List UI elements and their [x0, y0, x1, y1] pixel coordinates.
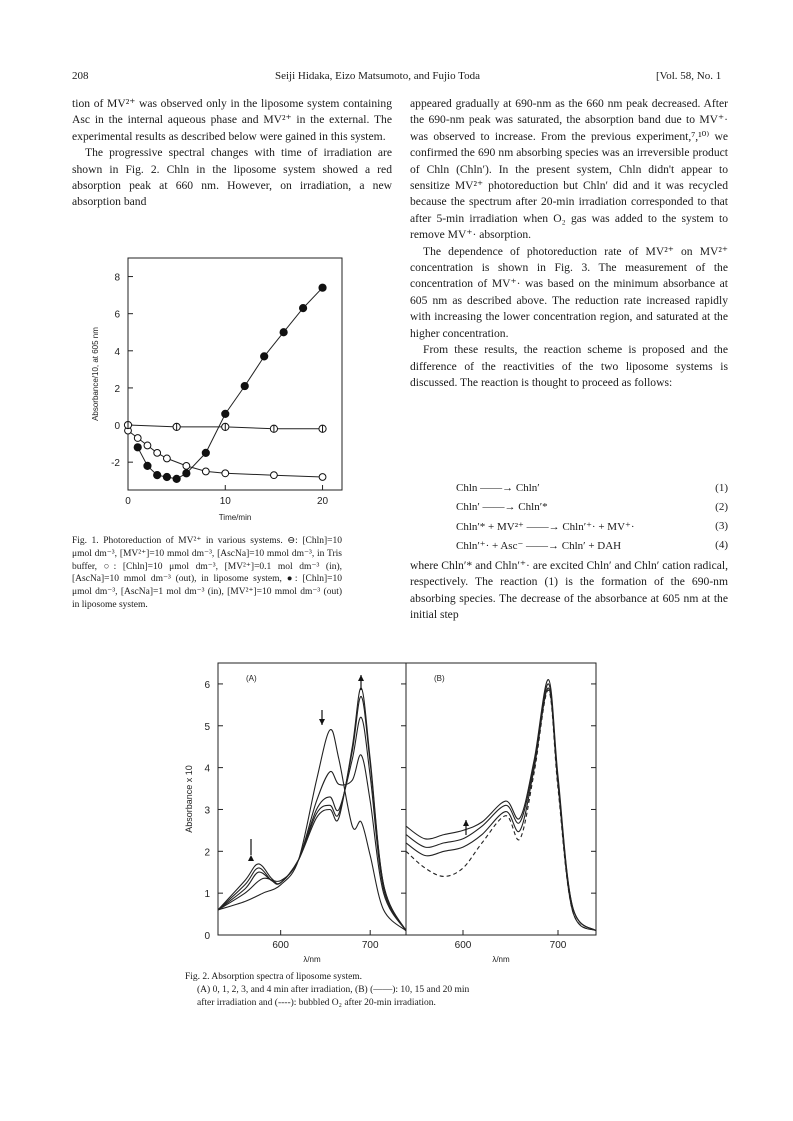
arrow-head	[358, 675, 364, 681]
panel-label: (B)	[434, 674, 445, 683]
running-head-volume: [Vol. 58, No. 1	[656, 70, 722, 82]
spectrum-line	[218, 730, 406, 931]
series-line	[138, 288, 323, 479]
spectrum-line	[218, 696, 406, 930]
y-tick-label: -2	[111, 458, 120, 470]
x-tick-label: 700	[361, 940, 379, 951]
data-point	[154, 472, 161, 479]
paragraph: The dependence of photoreduction rate of MV²⁺ on MV²⁺ concentration is shown in Fig. 3. The measurement of the concentration of MV⁺· was based on the minimum absorbance at 605 nm as described above. The reduction rate increased rapidly with increasing the lower concentration region, and saturated at the higher concentration.	[410, 244, 728, 340]
y-tick-label: 6	[204, 679, 210, 691]
arrow-head	[319, 719, 325, 725]
paragraph: appeared gradually at 690-nm as the 660 nm peak decreased. After the 690-nm peak was saturated, the absorption band due to MV⁺· was observed to increase. From the previous experiment,⁷,¹⁰⁾ we confirmed the 690 nm absorbing species was an irreversible product of Chln (Chln′). In the present system, Chln didn't appear to sensitize MV²⁺ photoreduction but Chln′ did and it was recycled because the spectrum after 20-min irradiation corresponded to that after 5-min irradiation when O₂ gas was added to the system to remove MV⁺· absorption.	[410, 97, 728, 242]
plot-frame	[218, 663, 596, 935]
spectrum-line	[406, 680, 596, 931]
caption-line: (A) 0, 1, 2, 3, and 4 min after irradiation, (B) (——): 10, 15 and 20 min	[197, 984, 470, 995]
y-tick-label: 2	[114, 383, 120, 395]
y-tick-label: 8	[114, 272, 120, 284]
paragraph: where Chln′* and Chln′⁺· are excited Chln′ and Chln′ cation radical, respectively. The reaction (1) is the formation of the 690-nm absorbing species. The decrease of the absorbance at 605 nm at the initial step	[410, 559, 728, 622]
figure-1-chart	[80, 250, 355, 535]
data-point	[241, 382, 248, 389]
data-point	[183, 462, 190, 469]
y-tick-label: 4	[204, 763, 210, 775]
right-column	[410, 96, 728, 391]
figure-1-caption: Fig. 1. Photoreduction of MV²⁺ in various systems. ⊖: [Chln]=10 μmol dm⁻³, [MV²⁺]=10 mmol dm⁻³, [AscNa]=10 mmol dm⁻³, in Tris buffer, ○: [Chln]=10 μmol dm⁻³, [MV²⁺]=0.1 mol dm⁻³ (in), [AscNa]=10 mmol dm⁻³ (out), in liposome system, ●: [Chln]=10 μmol dm⁻³, [AscNa]=1 mol dm⁻³ (in), [MV²⁺]=10 mmol dm⁻³ (out) in liposome system.	[72, 536, 342, 610]
spectrum-line	[218, 688, 406, 931]
spectrum-line	[406, 690, 596, 931]
x-tick-label: 600	[272, 940, 290, 951]
equation: Chln′ ——→ Chln′* (2)	[456, 501, 728, 513]
figure-2-chart	[180, 655, 620, 970]
x-axis-label: λ/nm	[303, 955, 321, 964]
data-point	[299, 305, 306, 312]
paragraph: tion of MV²⁺ was observed only in the liposome system containing Asc in the internal aqueous phase and MV²⁺ in the external. The experimental results as described below were gained in this system.	[72, 97, 392, 143]
data-point	[280, 329, 287, 336]
equation: Chln′⁺· + Asc⁻ ——→ Chln′ + DAH (4)	[456, 539, 728, 552]
spectrum-line	[406, 684, 596, 931]
data-point	[261, 353, 268, 360]
y-tick-label: 3	[204, 805, 210, 817]
left-column	[72, 96, 392, 211]
x-axis-label: Time/min	[218, 513, 252, 522]
y-tick-label: 0	[204, 931, 210, 942]
data-point	[163, 473, 170, 480]
arrow-head	[463, 820, 469, 826]
running-head-authors: Seiji Hidaka, Eizo Matsumoto, and Fujio Toda	[275, 70, 480, 82]
equation: Chln′* + MV²⁺ ——→ Chln′⁺· + MV⁺· (3)	[456, 520, 728, 533]
data-point	[271, 472, 278, 479]
y-tick-label: 2	[204, 847, 210, 859]
x-axis-label: λ/nm	[492, 955, 510, 964]
data-point	[319, 474, 326, 481]
data-point	[222, 410, 229, 417]
y-tick-label: 6	[114, 309, 120, 321]
caption-line: after irradiation and (----): bubbled O₂ after 20-min irradiation.	[197, 997, 436, 1008]
data-point	[222, 470, 229, 477]
right-column-continued	[410, 558, 728, 624]
x-tick-label: 10	[219, 496, 231, 507]
equation: Chln ——→ Chln′ (1)	[456, 482, 728, 494]
data-point	[173, 475, 180, 482]
spectrum-line	[406, 688, 596, 931]
x-tick-label: 600	[454, 940, 472, 951]
paragraph: From these results, the reaction scheme is proposed and the difference of the reactivities of the two liposome systems is discussed. The reaction is thought to proceed as follows:	[410, 343, 728, 389]
y-tick-label: 5	[204, 721, 210, 733]
data-point	[202, 449, 209, 456]
y-tick-label: 1	[204, 889, 210, 901]
y-tick-label: 0	[114, 421, 120, 433]
paragraph: The progressive spectral changes with time of irradiation are shown in Fig. 2. Chln in the liposome system showed a red absorption peak at 660 nm. However, on irradiation, a new absorption band	[72, 146, 392, 209]
data-point	[154, 449, 161, 456]
x-tick-label: 20	[316, 496, 329, 507]
data-point	[319, 284, 326, 291]
data-point	[144, 442, 151, 449]
data-point	[144, 462, 151, 469]
x-tick-label: 0	[125, 496, 131, 507]
caption-line: Fig. 2. Absorption spectra of liposome system.	[185, 972, 363, 982]
page-number: 208	[72, 70, 89, 82]
y-tick-label: 4	[114, 346, 120, 358]
data-point	[134, 435, 141, 442]
y-axis-label: Absorbance/10, at 605 nm	[91, 327, 100, 421]
data-point	[202, 468, 209, 475]
panel-label: (A)	[246, 674, 257, 683]
data-point	[164, 455, 171, 462]
y-axis-label: Absorbance x 10	[184, 765, 194, 833]
figure-2-caption	[185, 971, 645, 1009]
data-point	[183, 470, 190, 477]
x-tick-label: 700	[549, 940, 567, 951]
data-point	[134, 444, 141, 451]
reaction-scheme	[410, 478, 728, 620]
arrow-head	[248, 855, 254, 861]
